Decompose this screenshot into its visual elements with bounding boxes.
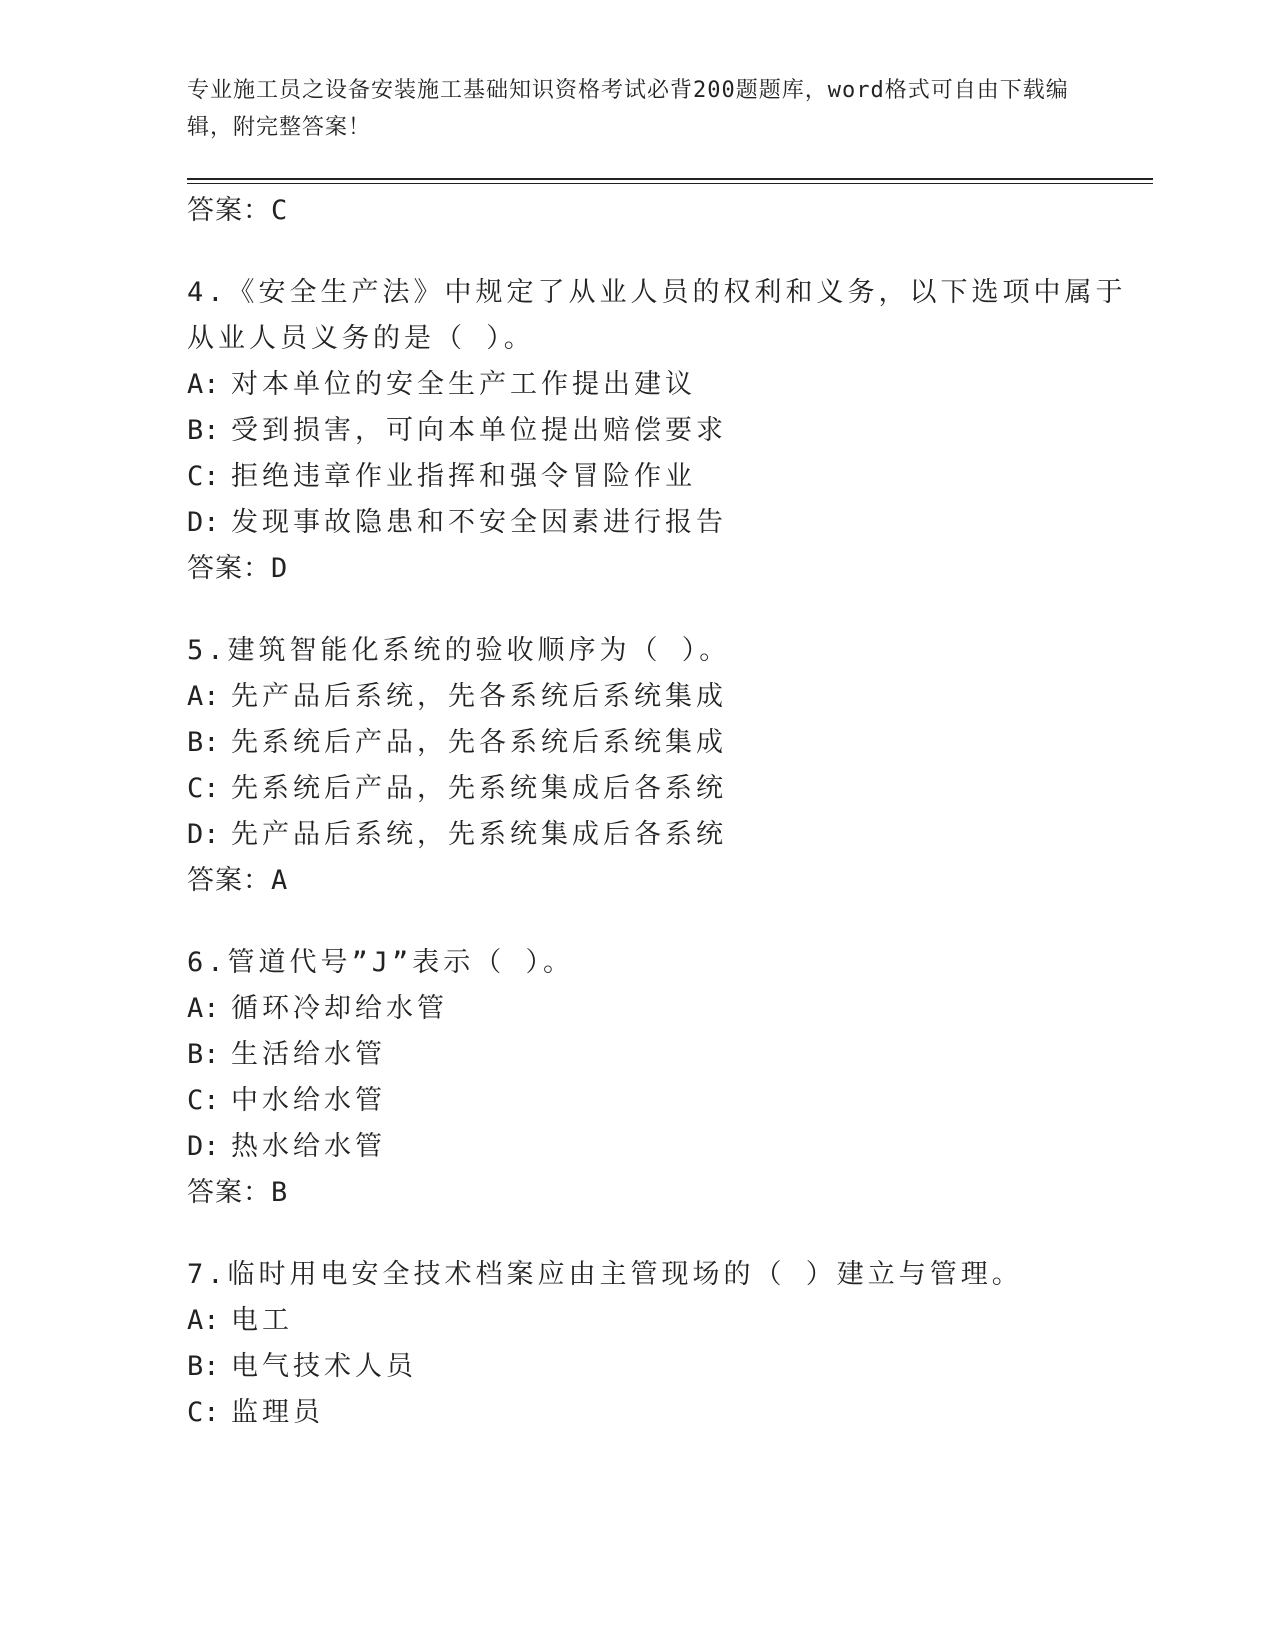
option-a <box>187 362 1153 408</box>
option-letter: C: <box>187 1085 220 1116</box>
option-letter: D: <box>187 819 220 850</box>
option-b <box>187 408 1153 454</box>
option-letter: B: <box>187 1351 220 1382</box>
option-letter: C: <box>187 1397 220 1428</box>
option-text: 电工 <box>231 1305 293 1336</box>
option-letter: B: <box>187 415 220 446</box>
option-text: 受到损害，可向本单位提出赔偿要求 <box>231 415 727 446</box>
option-c <box>187 454 1153 500</box>
option-text: 生活给水管 <box>231 1039 386 1070</box>
option-letter: A: <box>187 369 220 400</box>
option-c <box>187 1390 1153 1436</box>
question-4 <box>187 270 1153 592</box>
option-letter: D: <box>187 1131 220 1162</box>
question-list <box>187 188 1153 1472</box>
option-a <box>187 986 1153 1032</box>
page-header: 专业施工员之设备安装施工基础知识资格考试必背200题题库，word格式可自由下载编辑，附完整答案！ <box>187 78 1069 140</box>
option-text: 先系统后产品，先系统集成后各系统 <box>231 773 727 804</box>
option-text: 拒绝违章作业指挥和强令冒险作业 <box>231 461 696 492</box>
option-letter: C: <box>187 461 220 492</box>
option-text: 先系统后产品，先各系统后系统集成 <box>231 727 727 758</box>
option-letter: B: <box>187 1039 220 1070</box>
option-letter: D: <box>187 507 220 538</box>
option-text: 循环冷却给水管 <box>231 993 448 1024</box>
option-text: 热水给水管 <box>231 1131 386 1162</box>
question-6 <box>187 940 1153 1216</box>
previous-answer: 答案：C <box>187 195 289 226</box>
header-rule-thick <box>187 178 1153 180</box>
option-b <box>187 1344 1153 1390</box>
question-stem: 6.管道代号”J”表示（ ）。 <box>187 947 575 978</box>
option-d <box>187 1124 1153 1170</box>
question-7 <box>187 1252 1153 1436</box>
option-text: 对本单位的安全生产工作提出建议 <box>231 369 696 400</box>
option-a <box>187 674 1153 720</box>
option-d <box>187 812 1153 858</box>
header-rule-thin <box>187 183 1153 184</box>
question-stem: 7.临时用电安全技术档案应由主管现场的（ ）建立与管理。 <box>187 1259 1023 1290</box>
question-stem: 4.《安全生产法》中规定了从业人员的权利和义务，以下选项中属于从业人员义务的是（ ）。 <box>187 277 1127 354</box>
option-c <box>187 766 1153 812</box>
option-text: 发现事故隐患和不安全因素进行报告 <box>231 507 727 538</box>
option-a <box>187 1298 1153 1344</box>
option-letter: A: <box>187 681 220 712</box>
option-text: 先产品后系统，先各系统后系统集成 <box>231 681 727 712</box>
option-letter: A: <box>187 1305 220 1336</box>
option-b <box>187 1032 1153 1078</box>
option-text: 先产品后系统，先系统集成后各系统 <box>231 819 727 850</box>
option-letter: A: <box>187 993 220 1024</box>
option-letter: B: <box>187 727 220 758</box>
option-c <box>187 1078 1153 1124</box>
answer-line: 答案：B <box>187 1177 289 1208</box>
question-stem: 5.建筑智能化系统的验收顺序为（ ）。 <box>187 635 731 666</box>
question-5 <box>187 628 1153 904</box>
answer-line: 答案：D <box>187 553 289 584</box>
option-text: 中水给水管 <box>231 1085 386 1116</box>
option-letter: C: <box>187 773 220 804</box>
option-text: 电气技术人员 <box>231 1351 417 1382</box>
option-b <box>187 720 1153 766</box>
option-text: 监理员 <box>231 1397 324 1428</box>
answer-line: 答案：A <box>187 865 289 896</box>
option-d <box>187 500 1153 546</box>
